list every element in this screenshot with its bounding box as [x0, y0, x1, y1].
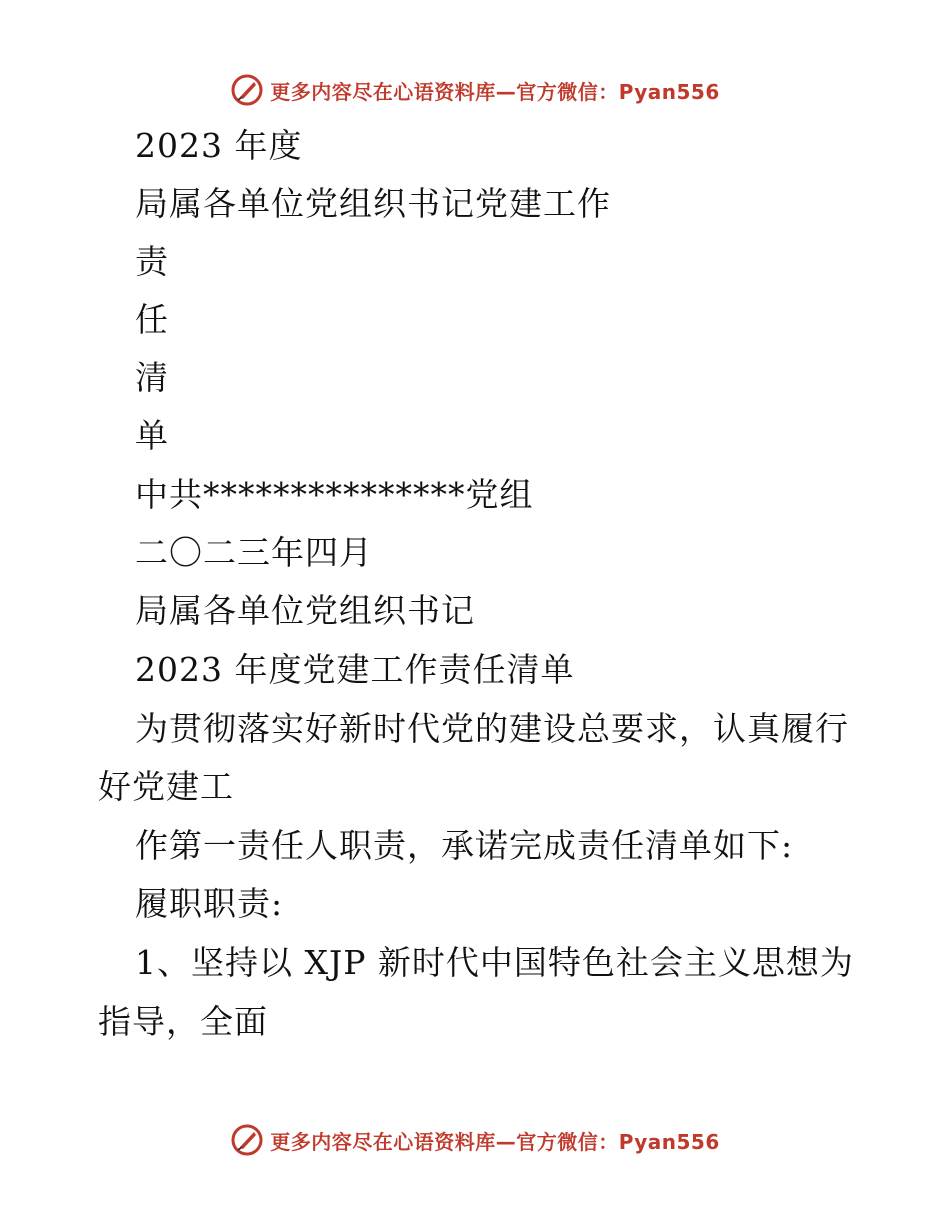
- doc-line: 单: [135, 416, 169, 455]
- doc-line: 2023 年度: [135, 126, 303, 165]
- doc-line: 为贯彻落实好新时代党的建设总要求，认真履行: [135, 709, 849, 748]
- header-banner-text: 更多内容尽在心语资料库—官方微信：Pyan556: [270, 79, 720, 104]
- doc-line: 责: [135, 242, 169, 281]
- doc-line: 二〇二三年四月: [135, 533, 373, 572]
- doc-line: 好党建工: [98, 767, 234, 806]
- header-banner: [0, 70, 950, 110]
- doc-line: 任: [135, 300, 169, 339]
- quill-logo-icon: [230, 73, 264, 107]
- doc-line: 作第一责任人职责，承诺完成责任清单如下:: [135, 826, 794, 865]
- doc-line: 1、坚持以 XJP 新时代中国特色社会主义思想为: [135, 943, 854, 982]
- footer-banner-text: 更多内容尽在心语资料库—官方微信：Pyan556: [270, 1129, 720, 1154]
- doc-line: 指导，全面: [98, 1002, 268, 1041]
- doc-line: 履职职责:: [135, 884, 284, 923]
- doc-line: 局属各单位党组织书记: [135, 591, 475, 630]
- quill-logo-icon: [230, 1123, 264, 1157]
- doc-line: 局属各单位党组织书记党建工作: [135, 184, 611, 223]
- doc-line: 2023 年度党建工作责任清单: [135, 650, 575, 689]
- doc-line: 中共***************党组: [135, 475, 534, 514]
- footer-banner: [0, 1120, 950, 1160]
- doc-line: 清: [135, 358, 169, 397]
